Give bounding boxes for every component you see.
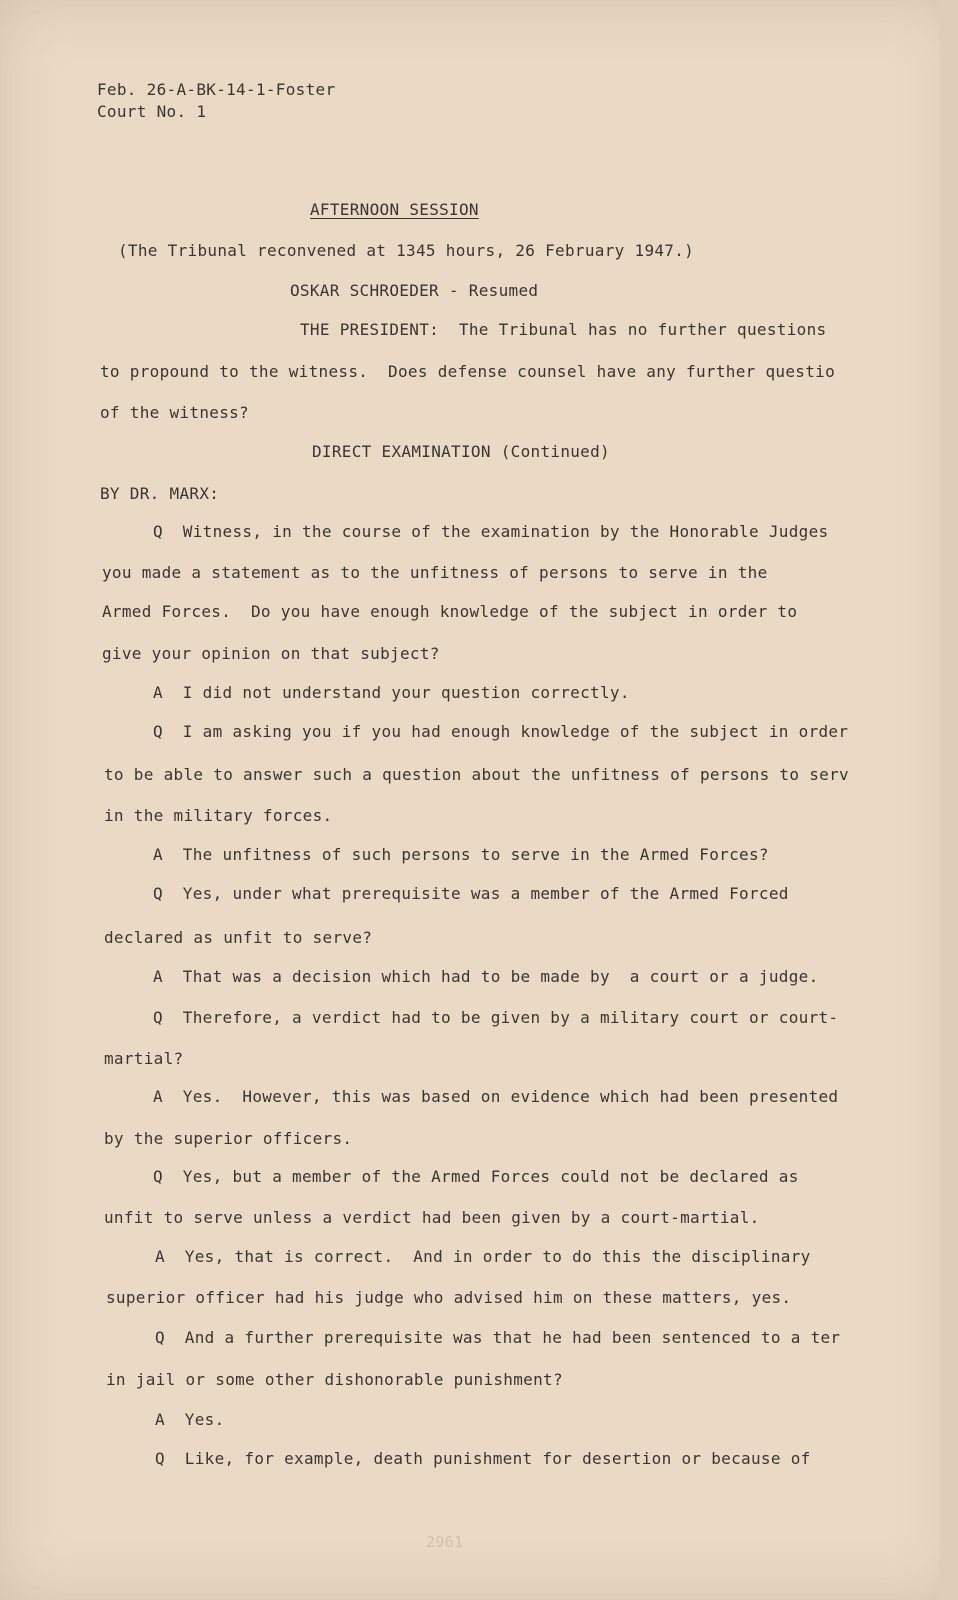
president-statement-line3: of the witness? [100,403,249,422]
transcript-line: A I did not understand your question correctly. [153,683,630,702]
examiner-line: BY DR. MARX: [100,484,220,503]
transcript-line: unfit to serve unless a verdict had been given by a court-martial. [104,1208,760,1227]
transcript-line: Q Therefore, a verdict had to be given by a military court or court- [153,1008,839,1027]
page-number: 2961 [426,1533,464,1551]
transcript-line: A Yes. [155,1410,225,1429]
exam-heading: DIRECT EXAMINATION (Continued) [312,442,610,461]
header-reference: Feb. 26-A-BK-14-1-Foster [97,80,336,99]
transcript-line: you made a statement as to the unfitness of persons to serve in the [102,563,768,582]
transcript-line: by the superior officers. [104,1129,353,1148]
page-edge [940,0,958,1600]
transcript-line: declared as unfit to serve? [104,928,373,947]
transcript-line: A That was a decision which had to be made by a court or a judge. [153,967,819,986]
president-statement-line1: THE PRESIDENT: The Tribunal has no further questions [300,320,827,339]
transcript-line: in jail or some other dishonorable punishment? [106,1370,563,1389]
president-statement-line2: to propound to the witness. Does defense counsel have any further questio [100,362,836,381]
transcript-line: A Yes. However, this was based on evidence which had been presented [153,1087,839,1106]
transcript-line: A Yes, that is correct. And in order to do this the disciplinary [155,1247,811,1266]
header-court: Court No. 1 [97,102,207,121]
transcript-line: superior officer had his judge who advised him on these matters, yes. [106,1288,792,1307]
transcript-line: Q Yes, but a member of the Armed Forces could not be declared as [153,1167,799,1186]
transcript-line: in the military forces. [104,806,333,825]
transcript-line: Q And a further prerequisite was that he had been sentenced to a ter [155,1328,841,1347]
witness-line: OSKAR SCHROEDER - Resumed [290,281,539,300]
transcript-line: to be able to answer such a question about the unfitness of persons to serv [104,765,849,784]
transcript-line: Armed Forces. Do you have enough knowledge of the subject in order to [102,602,798,621]
transcript-line: A The unfitness of such persons to serve in the Armed Forces? [153,845,769,864]
transcript-line: give your opinion on that subject? [102,644,440,663]
transcript-line: Q I am asking you if you had enough knowledge of the subject in order [153,722,849,741]
transcript-line: Q Like, for example, death punishment for desertion or because of [155,1449,811,1468]
reconvened-note: (The Tribunal reconvened at 1345 hours, 26 February 1947.) [118,241,695,260]
transcript-line: Q Witness, in the course of the examination by the Honorable Judges [153,522,829,541]
transcript-line: Q Yes, under what prerequisite was a member of the Armed Forced [153,884,789,903]
transcript-line: martial? [104,1049,184,1068]
session-title: AFTERNOON SESSION [310,200,479,219]
